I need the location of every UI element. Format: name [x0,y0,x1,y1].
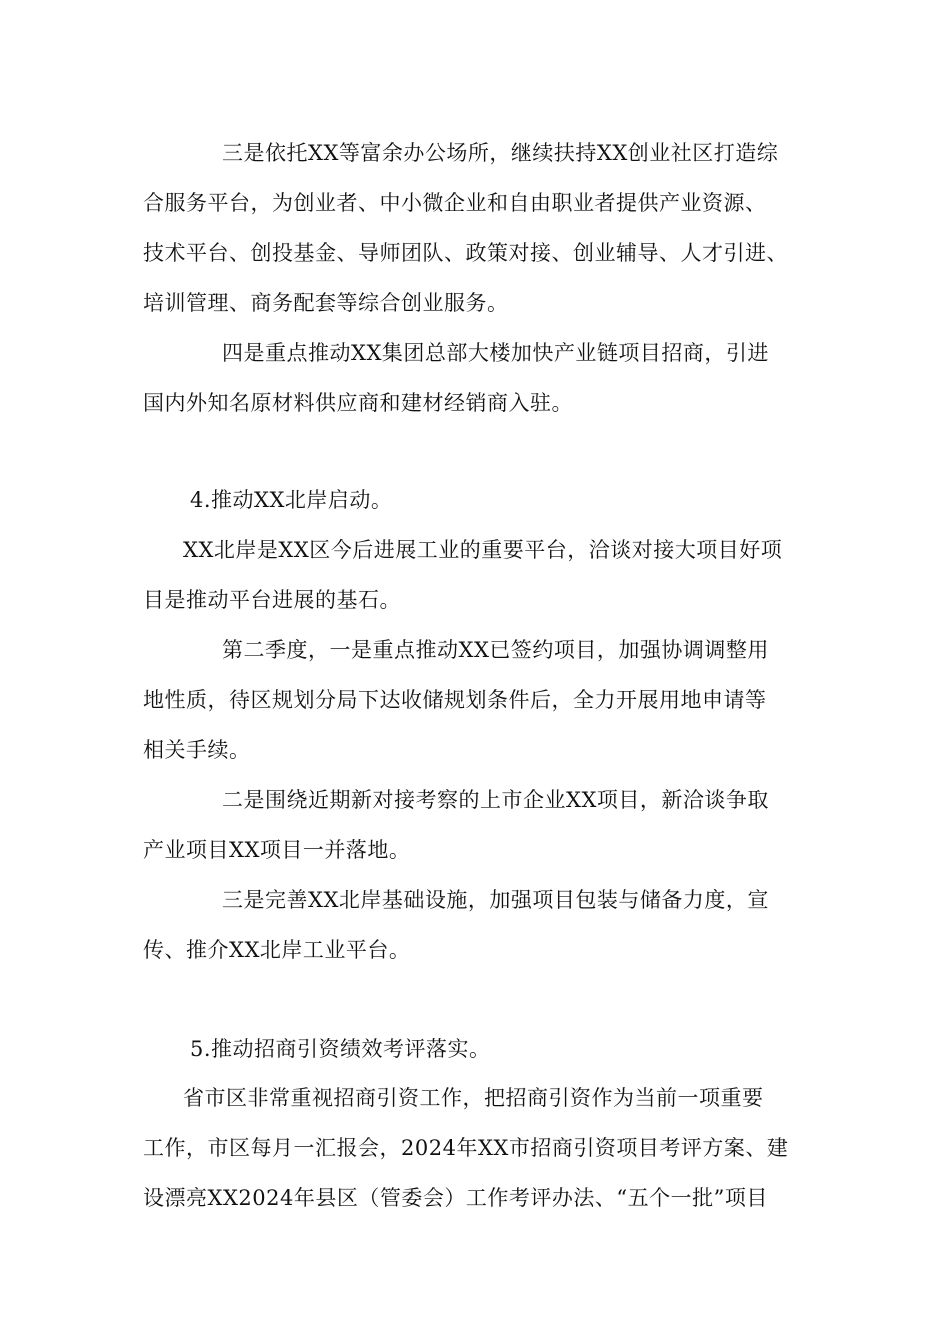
paragraph-line: 工作，市区每月一汇报会，2024年XX市招商引资项目考评方案、建 [143,1136,789,1160]
paragraph-line: 国内外知名原材料供应商和建材经销商入驻。 [143,391,573,415]
paragraph-line: 传、推介XX北岸工业平台。 [143,938,411,962]
paragraph-line: 设漂亮XX2024年县区（管委会）工作考评办法、“五个一批”项目 [143,1186,768,1210]
section-heading: 5.推动招商引资绩效考评落实。 [190,1037,491,1061]
paragraph-line: 合服务平台，为创业者、中小微企业和自由职业者提供产业资源、 [143,191,767,215]
paragraph-line: XX北岸是XX区今后进展工业的重要平台，洽谈对接大项目好项 [183,538,783,562]
paragraph-line: 三是完善XX北岸基础设施，加强项目包装与储备力度，宣 [222,888,769,912]
paragraph-line: 培训管理、商务配套等综合创业服务。 [143,291,509,315]
paragraph-line: 二是围绕近期新对接考察的上市企业XX项目，新洽谈争取 [222,788,769,812]
paragraph-line: 第二季度，一是重点推动XX已签约项目，加强协调调整用 [222,638,769,662]
paragraph-line: 四是重点推动XX集团总部大楼加快产业链项目招商，引进 [222,341,769,365]
paragraph-line: 相关手续。 [143,738,251,762]
paragraph-line: 省市区非常重视招商引资工作，把招商引资作为当前一项重要 [183,1086,764,1110]
paragraph-line: 目是推动平台进展的基石。 [143,588,401,612]
section-heading: 4.推动XX北岸启动。 [190,488,393,512]
paragraph-line: 技术平台、创投基金、导师团队、政策对接、创业辅导、人才引进、 [143,241,788,265]
paragraph-line: 地性质，待区规划分局下达收储规划条件后，全力开展用地申请等 [143,688,767,712]
paragraph-line: 产业项目XX项目一并落地。 [143,838,411,862]
paragraph-line: 三是依托XX等富余办公场所，继续扶持XX创业社区打造综 [222,141,779,165]
